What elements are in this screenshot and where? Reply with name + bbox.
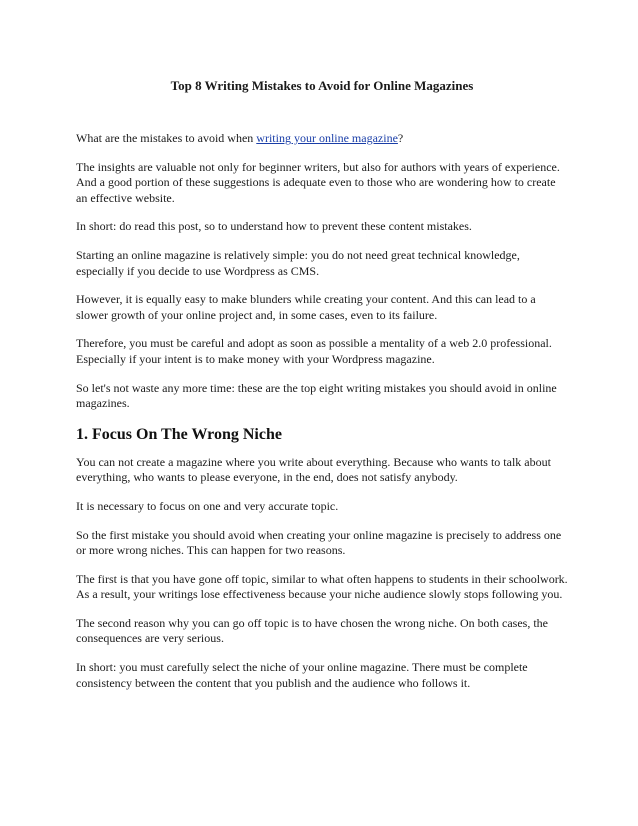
paragraph: The second reason why you can go off topic is to have chosen the wrong niche. On both cases, the consequences are very serious. (76, 615, 548, 646)
paragraph: So let's not waste any more time: these are the top eight writing mistakes you should avoid in online magazines. (76, 380, 557, 411)
paragraph: The insights are valuable not only for beginner writers, but also for authors with years of experience. And a good portion of these suggestions is adequate even to those who are wondering how to create an effective website. (76, 159, 560, 205)
writing-online-magazine-link[interactable]: writing your online magazine (256, 131, 398, 145)
paragraph: Starting an online magazine is relatively simple: you do not need great technical knowledge, especially if you decide to use Wordpress as CMS. (76, 247, 520, 278)
intro-question-text: What are the mistakes to avoid when (76, 131, 257, 145)
paragraph: You can not create a magazine where you write about everything. Because who wants to talk about everything, who wants to please everyone, in the end, does not satisfy anybody. (76, 454, 551, 485)
paragraph: The first is that you have gone off topic, similar to what often happens to students in their schoolwork. As a result, your writings lose effectiveness because your niche audience slowly stops following you. (76, 571, 568, 602)
paragraph: In short: do read this post, so to understand how to prevent these content mistakes. (76, 219, 472, 234)
paragraph: It is necessary to focus on one and very accurate topic. (76, 498, 339, 513)
paragraph: In short: you must carefully select the niche of your online magazine. There must be complete consistency between the content that you publish and the audience who follows it. (76, 660, 528, 690)
paragraph: So the first mistake you should avoid when creating your online magazine is precisely to address one or more wrong niches. This can happen for two reasons. (76, 527, 562, 558)
section-1-heading: 1. Focus On The Wrong Niche (76, 425, 282, 443)
intro-question (76, 131, 568, 147)
intro-question-mark: ? (397, 131, 404, 145)
document-title: Top 8 Writing Mistakes to Avoid for Online Magazines (170, 78, 474, 93)
paragraph: Therefore, you must be careful and adopt as soon as possible a mentality of a web 2.0 professional. Especially if your intent is to make money with your Wordpress magazine. (76, 336, 552, 366)
document-body (76, 131, 568, 704)
paragraph: However, it is equally easy to make blunders while creating your content. And this can lead to a slower growth of your online project and, in some cases, even to its failure. (76, 292, 536, 322)
